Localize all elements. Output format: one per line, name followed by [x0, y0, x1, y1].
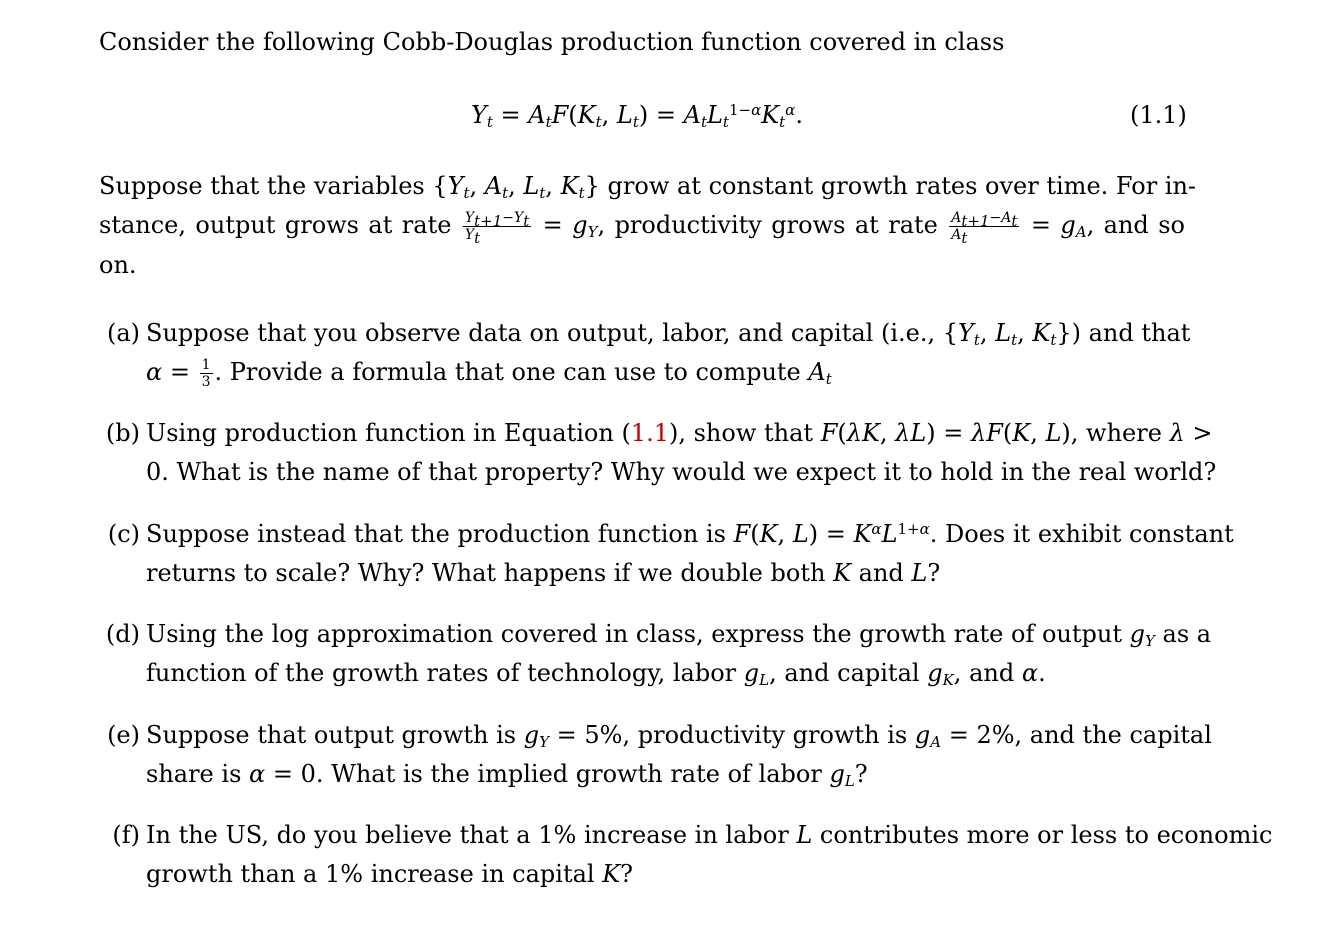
- part-e-line-2: share is α = 0. What is the implied growth rate of labor $g_L$?: [146, 760, 868, 791]
- part-c-line-2: returns to scale? Why? What happens if we double both K and L?: [146, 559, 941, 587]
- one-third-fraction: $\frac{1}{3}$: [201, 357, 211, 390]
- intro-text: Consider the following Cobb-Douglas production function covered in class: [99, 28, 1005, 56]
- part-f-line-1: In the US, do you believe that a 1% increase in labor L contributes more or less to economic: [146, 821, 1273, 849]
- part-a-label: (a): [106, 319, 140, 347]
- part-f-label: (f): [112, 821, 140, 849]
- part-a-line-1: Suppose that you observe data on output, labor, and capital (i.e., {$Y_t$, $L_t$, $K_t$}) and that: [146, 319, 1191, 350]
- part-b-line-2: 0. What is the name of that property? Why would we expect it to hold in the real world?: [146, 458, 1217, 486]
- part-a-line-2: α = $\frac{1}{3}$ . Provide a formula that one can use to compute $A_t$: [146, 357, 832, 390]
- part-c-label: (c): [107, 520, 140, 548]
- part-e-label: (e): [107, 721, 140, 749]
- part-c-line-1: Suppose instead that the production function is F(K, $L) = K^\alpha L^{1+\alpha}$. Does it exhibit constant: [146, 519, 1234, 548]
- part-f-line-2: growth than a 1% increase in capital K?: [146, 860, 634, 888]
- part-b-label: (b): [105, 419, 140, 447]
- part-d-line-2: function of the growth rates of technology, labor $g_L$, and capital $g_K$, and α.: [146, 659, 1046, 690]
- part-d-line-1: Using the log approximation covered in class, express the growth rate of output $g_Y$ as a: [146, 620, 1212, 651]
- equation-reference-link[interactable]: 1.1: [630, 419, 669, 447]
- part-e-line-1: Suppose that output growth is $g_Y = 5\%$, productivity growth is $g_A = 2\%$, and the capital: [146, 721, 1212, 752]
- paragraph-line-2: stance, output grows at rate $\frac{Y_{t+1}-Y_t}{Y_t}$ = $g_Y$, productivity grows at rate $\frac{A_{t+1}-A_t}{A_t}$ = $g_A$, and so: [99, 210, 1185, 248]
- productivity-growth-fraction: $\frac{A_{t+1}-A_t}{A_t}$: [951, 210, 1018, 248]
- part-d-label: (d): [105, 620, 140, 648]
- cobb-douglas-equation: $Y_t = A_tF(K_t$, $L_t) = A_tL_t^{1-\alpha}K_t^\alpha$.: [471, 100, 803, 132]
- paragraph-line-1: Suppose that the variables {$Y_t$, $A_t$, $L_t$, $K_t$} grow at constant growth rates over time. For in-: [99, 172, 1197, 203]
- output-growth-fraction: $\frac{Y_{t+1}-Y_t}{Y_t}$: [464, 210, 530, 248]
- equation-number: (1.1): [1130, 101, 1187, 129]
- paragraph-line-3: on.: [99, 251, 137, 279]
- part-b-line-1: Using production function in Equation (1.1), show that F(λK, λL) = λF(K, L), where λ >: [146, 419, 1213, 447]
